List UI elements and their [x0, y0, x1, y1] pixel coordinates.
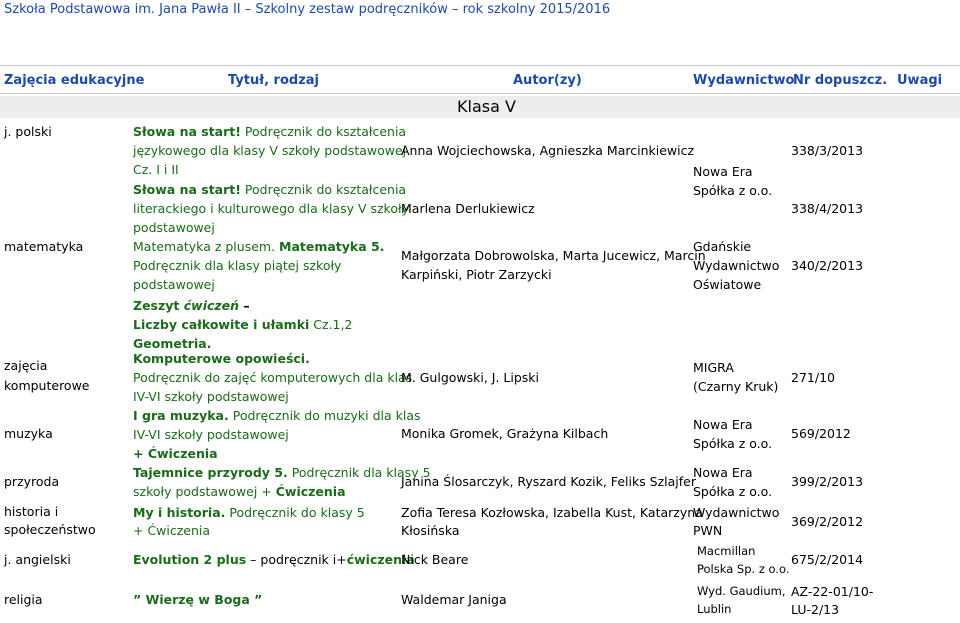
- subject-polski: j. polski: [4, 124, 52, 139]
- header-notes: Uwagi: [897, 73, 943, 88]
- title-religia: ” Wierzę w Boga ”: [133, 592, 263, 607]
- author-historia-line1: Zofia Teresa Kozłowska, Izabella Kust, Katarzyna: [401, 505, 703, 520]
- title-polski-1-line2: językowego dla klasy V szkoły podstawowej: [133, 143, 407, 158]
- title-muzyka-line3-a: +: [133, 446, 148, 461]
- title-matematyka-1: [133, 237, 384, 256]
- title-przyroda: [133, 463, 431, 482]
- subject-angielski: j. angielski: [4, 552, 71, 567]
- title-historia-line2-a: +: [133, 523, 148, 538]
- title-matematyka-1-a: Matematyka z plusem.: [133, 239, 280, 254]
- approval-przyroda: 399/2/2013: [791, 474, 864, 489]
- publisher-muzyka-line2: Spółka z o.o.: [693, 436, 773, 451]
- publisher-polski-line1: Nowa Era: [693, 164, 753, 179]
- author-matematyka-line1: Małgorzata Dobrowolska, Marta Jucewicz, Marcin: [401, 248, 706, 263]
- title-polski-1-head: Słowa na start!: [133, 124, 241, 139]
- approval-religia-line2: LU-2/13: [791, 602, 840, 617]
- author-komputerowe: M. Gulgowski, J. Lipski: [401, 370, 540, 385]
- subject-przyroda: przyroda: [4, 474, 60, 489]
- title-polski-1-line3: Cz. I i II: [133, 162, 179, 177]
- title-matematyka-2-c: –: [239, 298, 250, 313]
- publisher-matematyka-line1: Gdańskie: [693, 239, 752, 254]
- publisher-komputerowe-line1: MIGRA: [693, 360, 734, 375]
- publisher-przyroda-line1: Nowa Era: [693, 465, 753, 480]
- title-matematyka-2-line2: [133, 315, 352, 334]
- title-matematyka-2-a: Zeszyt: [133, 298, 184, 313]
- publisher-przyroda-line2: Spółka z o.o.: [693, 484, 773, 499]
- title-przyroda-line2-b: Ćwiczenia: [275, 484, 346, 499]
- title-przyroda-head: Tajemnice przyrody 5.: [133, 465, 288, 480]
- title-muzyka: [133, 406, 421, 425]
- title-komputerowe: Komputerowe opowieści.: [133, 351, 310, 366]
- publisher-historia-line2: PWN: [693, 523, 723, 538]
- title-matematyka-2-line2-a: Liczby całkowite i ułamki: [133, 317, 310, 332]
- header-title: Tytuł, rodzaj: [228, 73, 319, 88]
- title-historia-line2-b: Ćwiczenia: [147, 523, 211, 538]
- header-approval-number: Nr dopuszcz.: [793, 73, 888, 88]
- author-polski-2: Marlena Derlukiewicz: [401, 201, 535, 216]
- title-muzyka-head: I gra muzyka.: [133, 408, 229, 423]
- subject-religia: religia: [4, 592, 43, 607]
- author-polski-1: Anna Wojciechowska, Agnieszka Marcinkiewicz: [401, 143, 695, 158]
- publisher-historia-line1: Wydawnictwo: [693, 505, 780, 520]
- title-polski-1-rest: Podręcznik do kształcenia: [240, 124, 407, 139]
- header-subject: Zajęcia edukacyjne: [4, 73, 145, 88]
- title-muzyka-line2: IV-VI szkoły podstawowej: [133, 427, 289, 442]
- approval-polski-2: 338/4/2013: [791, 201, 864, 216]
- title-matematyka-2-b: ćwiczeń: [183, 298, 240, 313]
- title-przyroda-line2: [133, 482, 346, 501]
- page-title: Szkoła Podstawowa im. Jana Pawła II – Szkolny zestaw podręczników – rok szkolny 2015/2016: [4, 2, 611, 17]
- header-authors: Autor(zy): [513, 73, 582, 88]
- title-muzyka-line3-b: Ćwiczenia: [147, 446, 218, 461]
- publisher-religia-line1: Wyd. Gaudium,: [697, 584, 786, 598]
- approval-historia: 369/2/2012: [791, 514, 864, 529]
- title-polski-2-head: Słowa na start!: [133, 182, 241, 197]
- publisher-angielski-line1: Macmillan: [697, 544, 756, 558]
- title-muzyka-line3: [133, 444, 218, 463]
- approval-angielski: 675/2/2014: [791, 552, 864, 567]
- title-angielski-tail: ćwiczenia: [346, 552, 415, 567]
- header-divider-bottom: [0, 93, 960, 94]
- title-historia: [133, 503, 365, 522]
- title-angielski-mid: – podręcznik i+: [246, 552, 347, 567]
- approval-muzyka: 569/2012: [791, 426, 851, 441]
- title-muzyka-rest: Podręcznik do muzyki dla klas: [228, 408, 421, 423]
- subject-historia-line2: społeczeństwo: [4, 522, 96, 537]
- title-polski-2: [133, 180, 406, 199]
- title-matematyka-1-b: Matematyka 5.: [279, 239, 385, 254]
- title-polski-2-line3: podstawowej: [133, 220, 215, 235]
- title-polski-1: [133, 122, 406, 141]
- title-matematyka-1-line3: podstawowej: [133, 277, 215, 292]
- author-przyroda: Janina Ślosarczyk, Ryszard Kozik, Feliks Szlajfer: [401, 474, 697, 489]
- approval-komputerowe: 271/10: [791, 370, 835, 385]
- title-przyroda-line2-a: szkoły podstawowej +: [133, 484, 276, 499]
- publisher-polski-line2: Spółka z o.o.: [693, 183, 773, 198]
- title-matematyka-2-line2-b: Cz.1,2: [309, 317, 353, 332]
- subject-muzyka: muzyka: [4, 426, 53, 441]
- author-angielski: Nick Beare: [401, 552, 469, 567]
- publisher-religia-line2: Lublin: [697, 602, 732, 616]
- header-divider-top: [0, 65, 960, 66]
- title-polski-2-line2: literackiego i kulturowego dla klasy V szkoły: [133, 201, 409, 216]
- header-publisher: Wydawnictwo: [693, 73, 795, 88]
- subject-matematyka: matematyka: [4, 239, 84, 254]
- title-komputerowe-line2: Podręcznik do zajęć komputerowych dla klas: [133, 370, 413, 385]
- title-historia-rest: Podręcznik do klasy 5: [225, 505, 365, 520]
- approval-matematyka: 340/2/2013: [791, 258, 864, 273]
- author-matematyka-line2: Karpiński, Piotr Zarzycki: [401, 267, 552, 282]
- author-historia-line2: Kłosińska: [401, 523, 460, 538]
- publisher-muzyka-line1: Nowa Era: [693, 417, 753, 432]
- publisher-angielski-line2: Polska Sp. z o.o.: [697, 562, 790, 576]
- title-polski-2-rest: Podręcznik do kształcenia: [240, 182, 407, 197]
- author-muzyka: Monika Gromek, Grażyna Kilbach: [401, 426, 609, 441]
- approval-polski-1: 338/3/2013: [791, 143, 864, 158]
- subject-komputerowe-line1: zajęcia: [4, 358, 48, 373]
- subject-historia-line1: historia i: [4, 504, 59, 519]
- publisher-komputerowe-line2: (Czarny Kruk): [693, 379, 779, 394]
- approval-religia-line1: AZ-22-01/10-: [791, 584, 874, 599]
- title-historia-line2: [133, 521, 210, 540]
- publisher-matematyka-line3: Oświatowe: [693, 277, 762, 292]
- publisher-matematyka-line2: Wydawnictwo: [693, 258, 780, 273]
- title-angielski: [133, 550, 415, 569]
- title-matematyka-1-line2: Podręcznik dla klasy piątej szkoły: [133, 258, 342, 273]
- title-przyroda-rest: Podręcznik dla klasy 5: [287, 465, 431, 480]
- title-angielski-head: Evolution 2 plus: [133, 552, 247, 567]
- subject-komputerowe-line2: komputerowe: [4, 378, 90, 393]
- title-historia-head: My i historia.: [133, 505, 226, 520]
- title-matematyka-2-line3: Geometria.: [133, 336, 212, 351]
- class-label: Klasa V: [457, 97, 516, 116]
- title-komputerowe-line3: IV-VI szkoły podstawowej: [133, 389, 289, 404]
- author-religia: Waldemar Janiga: [401, 592, 507, 607]
- title-matematyka-2: [133, 296, 250, 315]
